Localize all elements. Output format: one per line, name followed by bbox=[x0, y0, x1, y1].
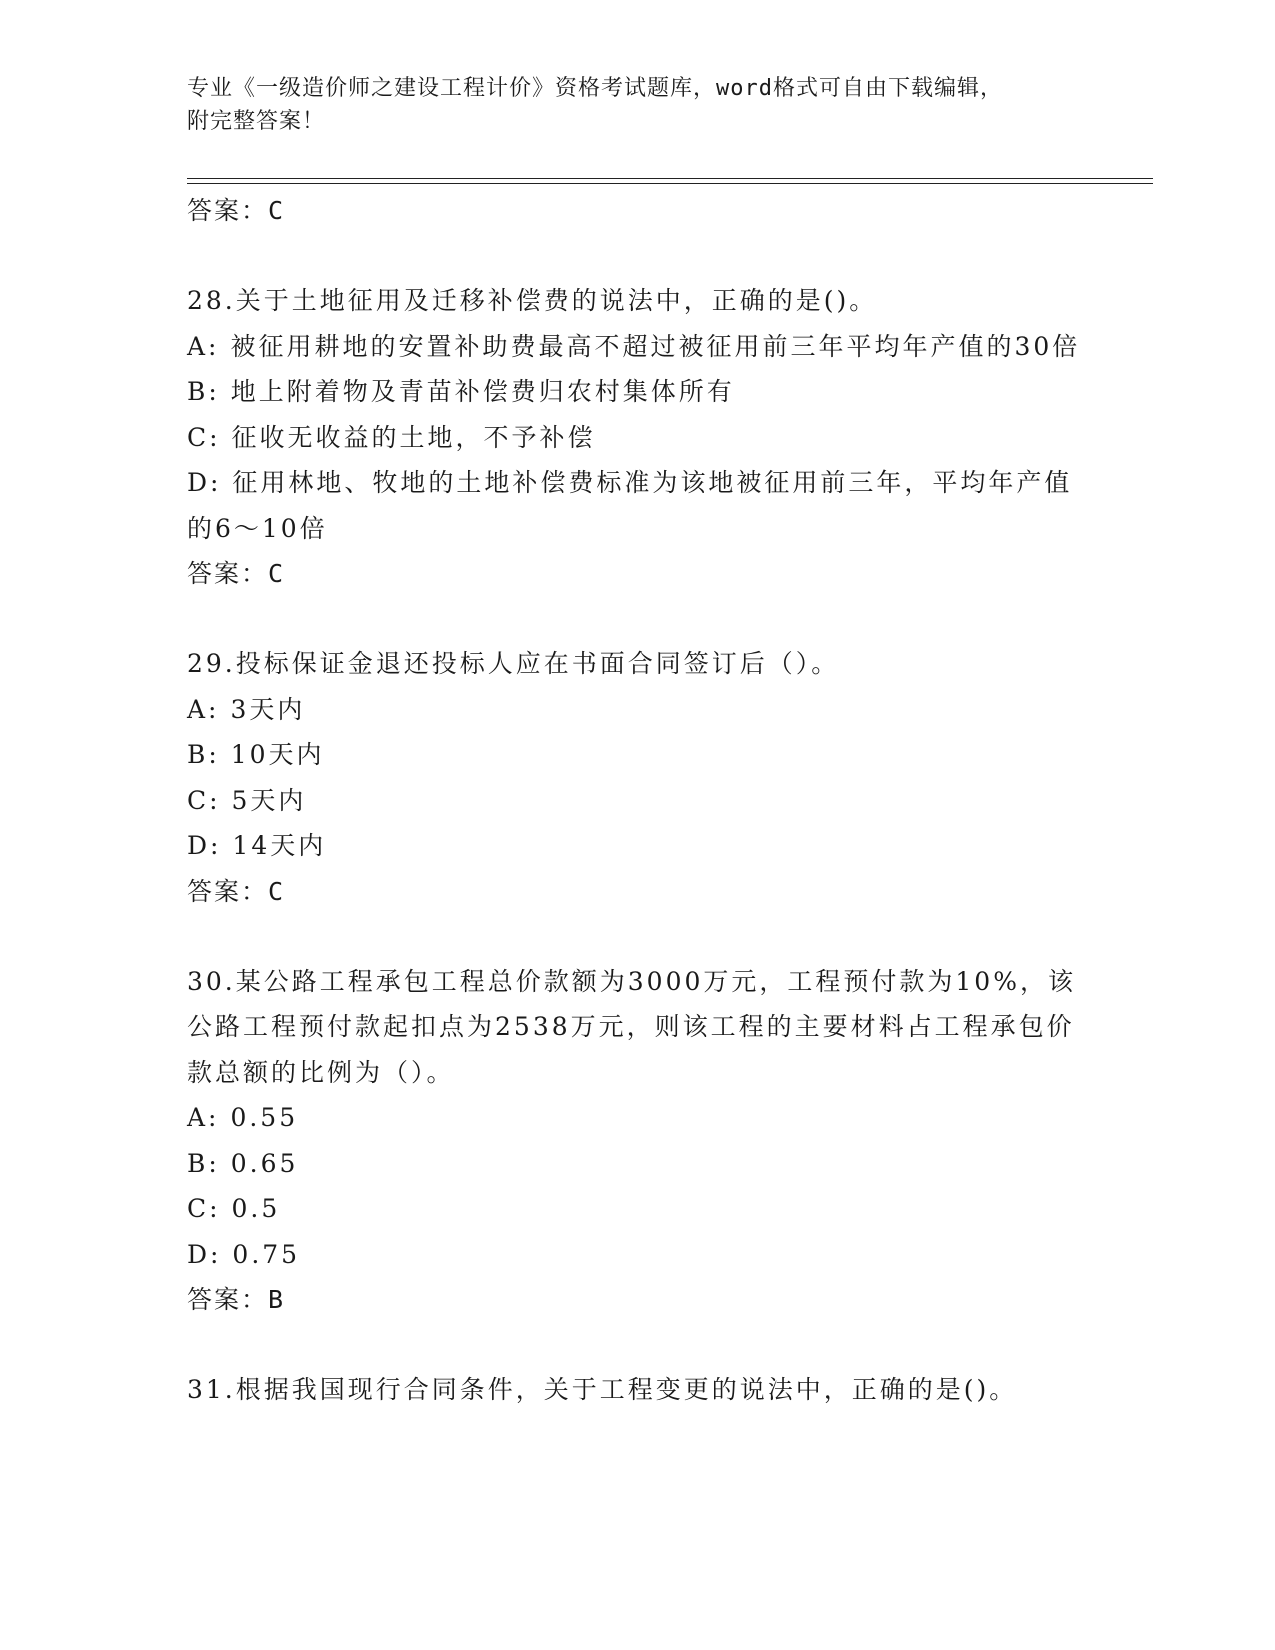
option-key: C: bbox=[187, 422, 221, 452]
spacer bbox=[187, 914, 1087, 959]
option-key: B: bbox=[187, 740, 220, 769]
question-stem: 28.关于土地征用及迁移补偿费的说法中，正确的是()。 bbox=[187, 286, 878, 315]
option-key: D: bbox=[187, 468, 222, 497]
option-text: 0.55 bbox=[230, 1103, 299, 1132]
answer-value: C bbox=[268, 876, 286, 906]
question-block-28 bbox=[187, 278, 1087, 596]
option-key: A: bbox=[187, 331, 220, 361]
option-d bbox=[187, 460, 1087, 551]
option-key: B: bbox=[187, 1148, 220, 1178]
answer-label: 答案： bbox=[187, 1285, 269, 1314]
option-b bbox=[187, 732, 1087, 778]
option-a bbox=[187, 324, 1087, 370]
option-key: A: bbox=[187, 694, 220, 724]
option-key: D: bbox=[187, 1239, 222, 1269]
answer-line bbox=[187, 1277, 1087, 1322]
option-key: B: bbox=[187, 377, 220, 406]
option-text: 地上附着物及青苗补偿费归农村集体所有 bbox=[230, 377, 735, 406]
option-text: 0.75 bbox=[232, 1239, 301, 1269]
question-block-29 bbox=[187, 641, 1087, 914]
option-text: 10天内 bbox=[230, 740, 325, 769]
option-text: 征收无收益的土地，不予补偿 bbox=[231, 422, 596, 452]
answer-value: C bbox=[268, 559, 286, 588]
answer-label: 答案： bbox=[187, 876, 269, 906]
option-key: C: bbox=[187, 785, 221, 815]
option-key: D: bbox=[187, 831, 222, 860]
question-block-30 bbox=[187, 959, 1087, 1323]
answer-line bbox=[187, 551, 1087, 596]
option-text: 征用林地、牧地的土地补偿费标准为该地被征用前三年，平均年产值的6～10倍 bbox=[187, 468, 1073, 543]
option-a bbox=[187, 1095, 1087, 1141]
question-stem: 30.某公路工程承包工程总价款额为3000万元，工程预付款为10%，该公路工程预付款起扣点为2538万元，则该工程的主要材料占工程承包价款总额的比例为（）。 bbox=[187, 966, 1076, 1087]
option-text: 14天内 bbox=[232, 831, 327, 860]
answer-label: 答案： bbox=[187, 559, 269, 588]
question-list bbox=[187, 188, 1087, 1413]
option-a bbox=[187, 687, 1087, 733]
answer-label: 答案： bbox=[187, 196, 269, 225]
answer-line bbox=[187, 869, 1087, 914]
spacer bbox=[187, 233, 1087, 278]
answer-line-prev bbox=[187, 188, 1087, 233]
spacer bbox=[187, 596, 1087, 641]
option-text: 3天内 bbox=[230, 694, 306, 724]
option-c bbox=[187, 778, 1087, 824]
answer-value: B bbox=[268, 1285, 286, 1314]
option-text: 0.65 bbox=[230, 1148, 299, 1178]
header-line-1: 专业《一级造价师之建设工程计价》资格考试题库，word格式可自由下载编辑， bbox=[187, 76, 1003, 101]
header-line-2: 附完整答案！ bbox=[187, 109, 326, 134]
option-key: C: bbox=[187, 1194, 221, 1223]
option-c bbox=[187, 1186, 1087, 1232]
question-stem: 29.投标保证金退还投标人应在书面合同签订后（）。 bbox=[187, 649, 840, 678]
option-b bbox=[187, 369, 1087, 415]
option-b bbox=[187, 1141, 1087, 1187]
option-text: 被征用耕地的安置补助费最高不超过被征用前三年平均年产值的30倍 bbox=[230, 331, 1081, 361]
document-header bbox=[187, 72, 1087, 138]
option-key: A: bbox=[187, 1103, 220, 1132]
option-d bbox=[187, 823, 1087, 869]
option-text: 5天内 bbox=[231, 785, 307, 815]
answer-value: C bbox=[268, 196, 286, 225]
spacer bbox=[187, 1322, 1087, 1367]
option-text: 0.5 bbox=[231, 1194, 281, 1223]
question-block-31 bbox=[187, 1367, 1087, 1413]
question-stem: 31.根据我国现行合同条件，关于工程变更的说法中，正确的是()。 bbox=[187, 1375, 1018, 1404]
option-d bbox=[187, 1232, 1087, 1278]
header-divider-bottom bbox=[187, 183, 1153, 184]
option-c bbox=[187, 415, 1087, 461]
header-divider-top bbox=[187, 178, 1153, 179]
